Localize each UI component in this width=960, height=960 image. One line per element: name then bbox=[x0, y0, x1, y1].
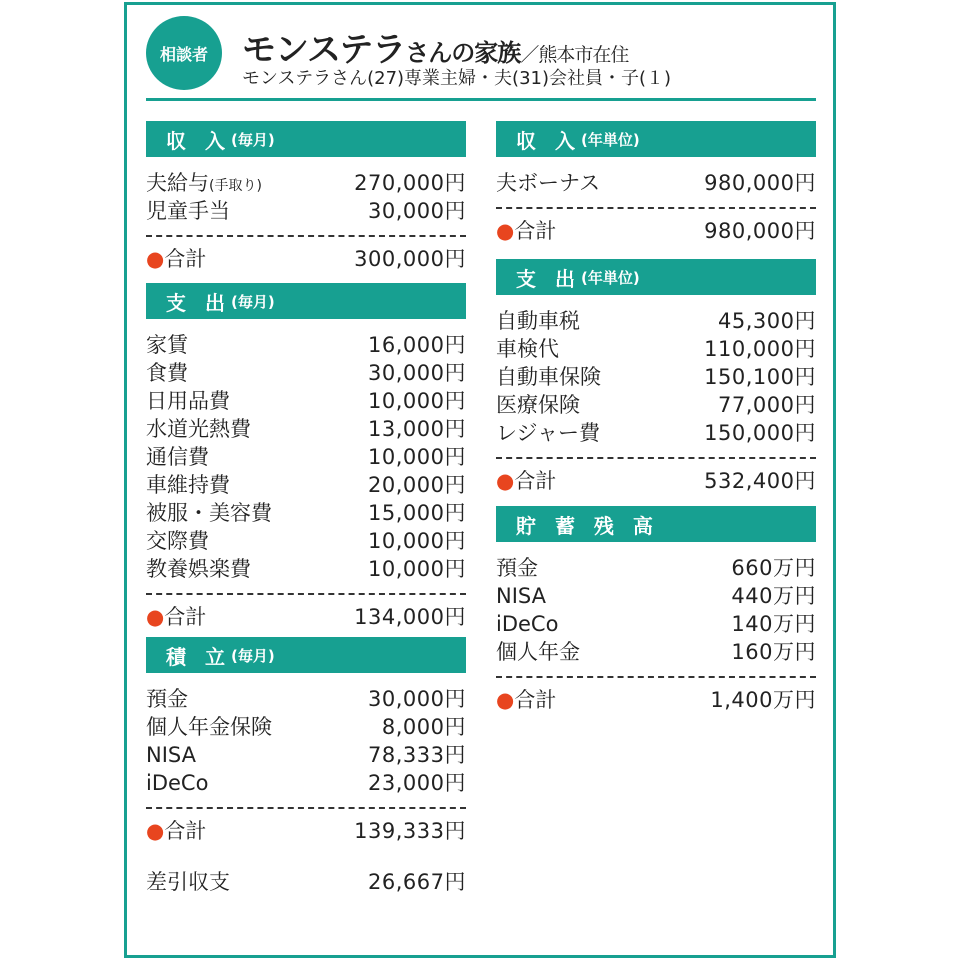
item-value: 160万円 bbox=[731, 640, 816, 664]
total-label-text: 合計 bbox=[164, 247, 207, 271]
section-rows bbox=[496, 295, 816, 495]
item-label bbox=[496, 554, 538, 582]
item-label bbox=[146, 169, 262, 197]
total-label bbox=[496, 686, 556, 714]
line-item bbox=[146, 713, 466, 741]
dashed-divider bbox=[496, 457, 816, 459]
red-dot-icon: ● bbox=[146, 819, 165, 843]
item-value: 10,000円 bbox=[368, 389, 466, 413]
item-label-text: 車維持費 bbox=[146, 473, 230, 497]
item-label bbox=[146, 197, 230, 225]
section-header bbox=[496, 259, 816, 295]
item-label bbox=[146, 527, 209, 555]
item-label-note: (手取り) bbox=[209, 178, 262, 194]
red-dot-icon: ● bbox=[496, 469, 515, 493]
item-value: 23,000円 bbox=[368, 771, 466, 795]
item-label bbox=[496, 610, 558, 638]
section-unit: (毎月) bbox=[230, 130, 275, 149]
total-label-text: 合計 bbox=[514, 219, 557, 243]
total-value: 139,333円 bbox=[354, 819, 466, 843]
total-row bbox=[146, 245, 466, 273]
section-expense-yearly bbox=[496, 259, 816, 495]
section-unit: (毎月) bbox=[230, 646, 275, 665]
section-title: 貯 蓄 残 高 bbox=[516, 513, 659, 538]
section-rows bbox=[146, 673, 466, 845]
item-label bbox=[496, 582, 546, 610]
line-item bbox=[146, 443, 466, 471]
total-label bbox=[146, 817, 206, 845]
item-label bbox=[146, 443, 209, 471]
header-divider bbox=[146, 98, 816, 101]
total-row bbox=[146, 603, 466, 631]
item-value: 10,000円 bbox=[368, 529, 466, 553]
item-label bbox=[146, 471, 230, 499]
item-value: 10,000円 bbox=[368, 557, 466, 581]
item-label-text: 交際費 bbox=[146, 529, 209, 553]
line-item bbox=[496, 335, 816, 363]
total-value: 300,000円 bbox=[354, 247, 466, 271]
line-item bbox=[146, 527, 466, 555]
item-label bbox=[146, 685, 188, 713]
item-label bbox=[496, 419, 600, 447]
dashed-divider bbox=[146, 807, 466, 809]
item-label bbox=[496, 638, 580, 666]
total-label-text: 合計 bbox=[514, 688, 557, 712]
line-item bbox=[146, 331, 466, 359]
total-label bbox=[146, 245, 206, 273]
item-label-text: 医療保険 bbox=[496, 393, 580, 417]
item-label-text: 教養娯楽費 bbox=[146, 557, 251, 581]
item-label bbox=[146, 741, 196, 769]
line-item bbox=[146, 197, 466, 225]
line-item bbox=[496, 307, 816, 335]
section-header bbox=[146, 283, 466, 319]
item-label bbox=[496, 335, 559, 363]
item-value: 20,000円 bbox=[368, 473, 466, 497]
item-label-text: 児童手当 bbox=[146, 199, 230, 223]
total-row bbox=[146, 817, 466, 845]
item-label bbox=[146, 499, 272, 527]
total-value: 1,400万円 bbox=[710, 688, 816, 712]
total-value: 532,400円 bbox=[704, 469, 816, 493]
line-item bbox=[146, 387, 466, 415]
item-label bbox=[146, 713, 272, 741]
section-savings-monthly bbox=[146, 637, 466, 845]
line-item bbox=[146, 499, 466, 527]
section-expense-monthly bbox=[146, 283, 466, 631]
dashed-divider bbox=[496, 207, 816, 209]
item-value: 77,000円 bbox=[718, 393, 816, 417]
item-label-text: iDeCo bbox=[496, 612, 559, 636]
red-dot-icon: ● bbox=[496, 219, 515, 243]
section-savings-balance bbox=[496, 506, 816, 714]
line-item bbox=[496, 582, 816, 610]
section-rows bbox=[146, 319, 466, 631]
line-item bbox=[146, 359, 466, 387]
section-unit: (年単位) bbox=[580, 130, 640, 149]
total-label-text: 合計 bbox=[164, 819, 207, 843]
line-item bbox=[146, 685, 466, 713]
total-label bbox=[146, 603, 206, 631]
line-item bbox=[146, 741, 466, 769]
section-header bbox=[146, 637, 466, 673]
item-value: 660万円 bbox=[731, 556, 816, 580]
item-label bbox=[496, 169, 600, 197]
item-value: 78,333円 bbox=[368, 743, 466, 767]
item-value: 45,300円 bbox=[718, 309, 816, 333]
section-income-monthly bbox=[146, 121, 466, 273]
item-value: 140万円 bbox=[731, 612, 816, 636]
line-item bbox=[496, 169, 816, 197]
item-label-text: 自動車保険 bbox=[496, 365, 601, 389]
section-title: 収 入 bbox=[166, 128, 231, 153]
line-item bbox=[496, 554, 816, 582]
item-label-text: 預金 bbox=[496, 556, 538, 580]
item-label-text: 水道光熱費 bbox=[146, 417, 251, 441]
balance-label: 差引収支 bbox=[146, 870, 230, 894]
item-value: 980,000円 bbox=[704, 171, 816, 195]
item-label-text: 車検代 bbox=[496, 337, 559, 361]
item-value: 30,000円 bbox=[368, 361, 466, 385]
total-row bbox=[496, 686, 816, 714]
dashed-divider bbox=[496, 676, 816, 678]
item-value: 16,000円 bbox=[368, 333, 466, 357]
item-value: 15,000円 bbox=[368, 501, 466, 525]
total-value: 980,000円 bbox=[704, 219, 816, 243]
item-value: 150,100円 bbox=[704, 365, 816, 389]
section-header bbox=[496, 506, 816, 542]
item-label bbox=[496, 363, 601, 391]
item-value: 8,000円 bbox=[381, 715, 466, 739]
item-label-text: 個人年金保険 bbox=[146, 715, 272, 739]
item-label-text: 夫給与 bbox=[146, 171, 209, 195]
item-label-text: NISA bbox=[146, 743, 196, 767]
item-label-text: レジャー費 bbox=[496, 421, 601, 445]
item-label-text: iDeCo bbox=[146, 771, 209, 795]
section-income-yearly bbox=[496, 121, 816, 245]
item-label-text: 日用品費 bbox=[146, 389, 230, 413]
item-value: 150,000円 bbox=[704, 421, 816, 445]
item-label-text: 夫ボーナス bbox=[496, 171, 601, 195]
item-value: 110,000円 bbox=[704, 337, 816, 361]
dashed-divider bbox=[146, 593, 466, 595]
balance-row bbox=[146, 868, 466, 896]
total-label-text: 合計 bbox=[514, 469, 557, 493]
red-dot-icon: ● bbox=[496, 688, 515, 712]
line-item bbox=[496, 391, 816, 419]
dashed-divider bbox=[146, 235, 466, 237]
family-name: モンステラ bbox=[242, 30, 406, 70]
item-label-text: 個人年金 bbox=[496, 640, 580, 664]
item-value: 270,000円 bbox=[354, 171, 466, 195]
section-rows bbox=[496, 157, 816, 245]
item-label bbox=[496, 307, 580, 335]
item-label-text: 預金 bbox=[146, 687, 188, 711]
item-value: 440万円 bbox=[731, 584, 816, 608]
item-label-text: NISA bbox=[496, 584, 546, 608]
section-title: 支 出 bbox=[516, 266, 581, 291]
item-label bbox=[146, 331, 188, 359]
item-label-text: 被服・美容費 bbox=[146, 501, 272, 525]
section-title: 収 入 bbox=[516, 128, 581, 153]
item-label bbox=[146, 387, 230, 415]
section-header bbox=[146, 121, 466, 157]
section-unit: (毎月) bbox=[230, 292, 275, 311]
family-subtitle: モンステラさん(27)専業主婦・夫(31)会社員・子(１) bbox=[242, 68, 672, 89]
line-item bbox=[146, 471, 466, 499]
item-label bbox=[146, 359, 188, 387]
red-dot-icon: ● bbox=[146, 605, 165, 629]
section-rows bbox=[496, 542, 816, 714]
red-dot-icon: ● bbox=[146, 247, 165, 271]
item-label-text: 通信費 bbox=[146, 445, 209, 469]
line-item bbox=[146, 169, 466, 197]
total-row bbox=[496, 217, 816, 245]
total-row bbox=[496, 467, 816, 495]
item-label bbox=[146, 555, 251, 583]
line-item bbox=[496, 638, 816, 666]
line-item bbox=[496, 610, 816, 638]
total-label-text: 合計 bbox=[164, 605, 207, 629]
item-label-text: 家賃 bbox=[146, 333, 188, 357]
section-rows bbox=[146, 157, 466, 273]
line-item bbox=[496, 363, 816, 391]
line-item bbox=[146, 415, 466, 443]
item-value: 30,000円 bbox=[368, 199, 466, 223]
total-label bbox=[496, 467, 556, 495]
section-title: 積 立 bbox=[166, 644, 231, 669]
item-value: 30,000円 bbox=[368, 687, 466, 711]
line-item bbox=[496, 419, 816, 447]
section-unit: (年単位) bbox=[580, 268, 640, 287]
line-item bbox=[146, 555, 466, 583]
item-label-text: 自動車税 bbox=[496, 309, 580, 333]
item-value: 13,000円 bbox=[368, 417, 466, 441]
consultant-badge: 相談者 bbox=[146, 16, 222, 90]
balance-value: 26,667円 bbox=[368, 870, 466, 894]
total-label bbox=[496, 217, 556, 245]
line-item bbox=[146, 769, 466, 797]
item-label bbox=[496, 391, 580, 419]
item-label bbox=[146, 415, 251, 443]
item-label-text: 食費 bbox=[146, 361, 188, 385]
item-value: 10,000円 bbox=[368, 445, 466, 469]
section-header bbox=[496, 121, 816, 157]
item-label bbox=[146, 769, 208, 797]
family-suffix: さんの家族 bbox=[405, 39, 521, 67]
total-value: 134,000円 bbox=[354, 605, 466, 629]
section-title: 支 出 bbox=[166, 290, 231, 315]
location: ／熊本市在住 bbox=[520, 44, 629, 66]
